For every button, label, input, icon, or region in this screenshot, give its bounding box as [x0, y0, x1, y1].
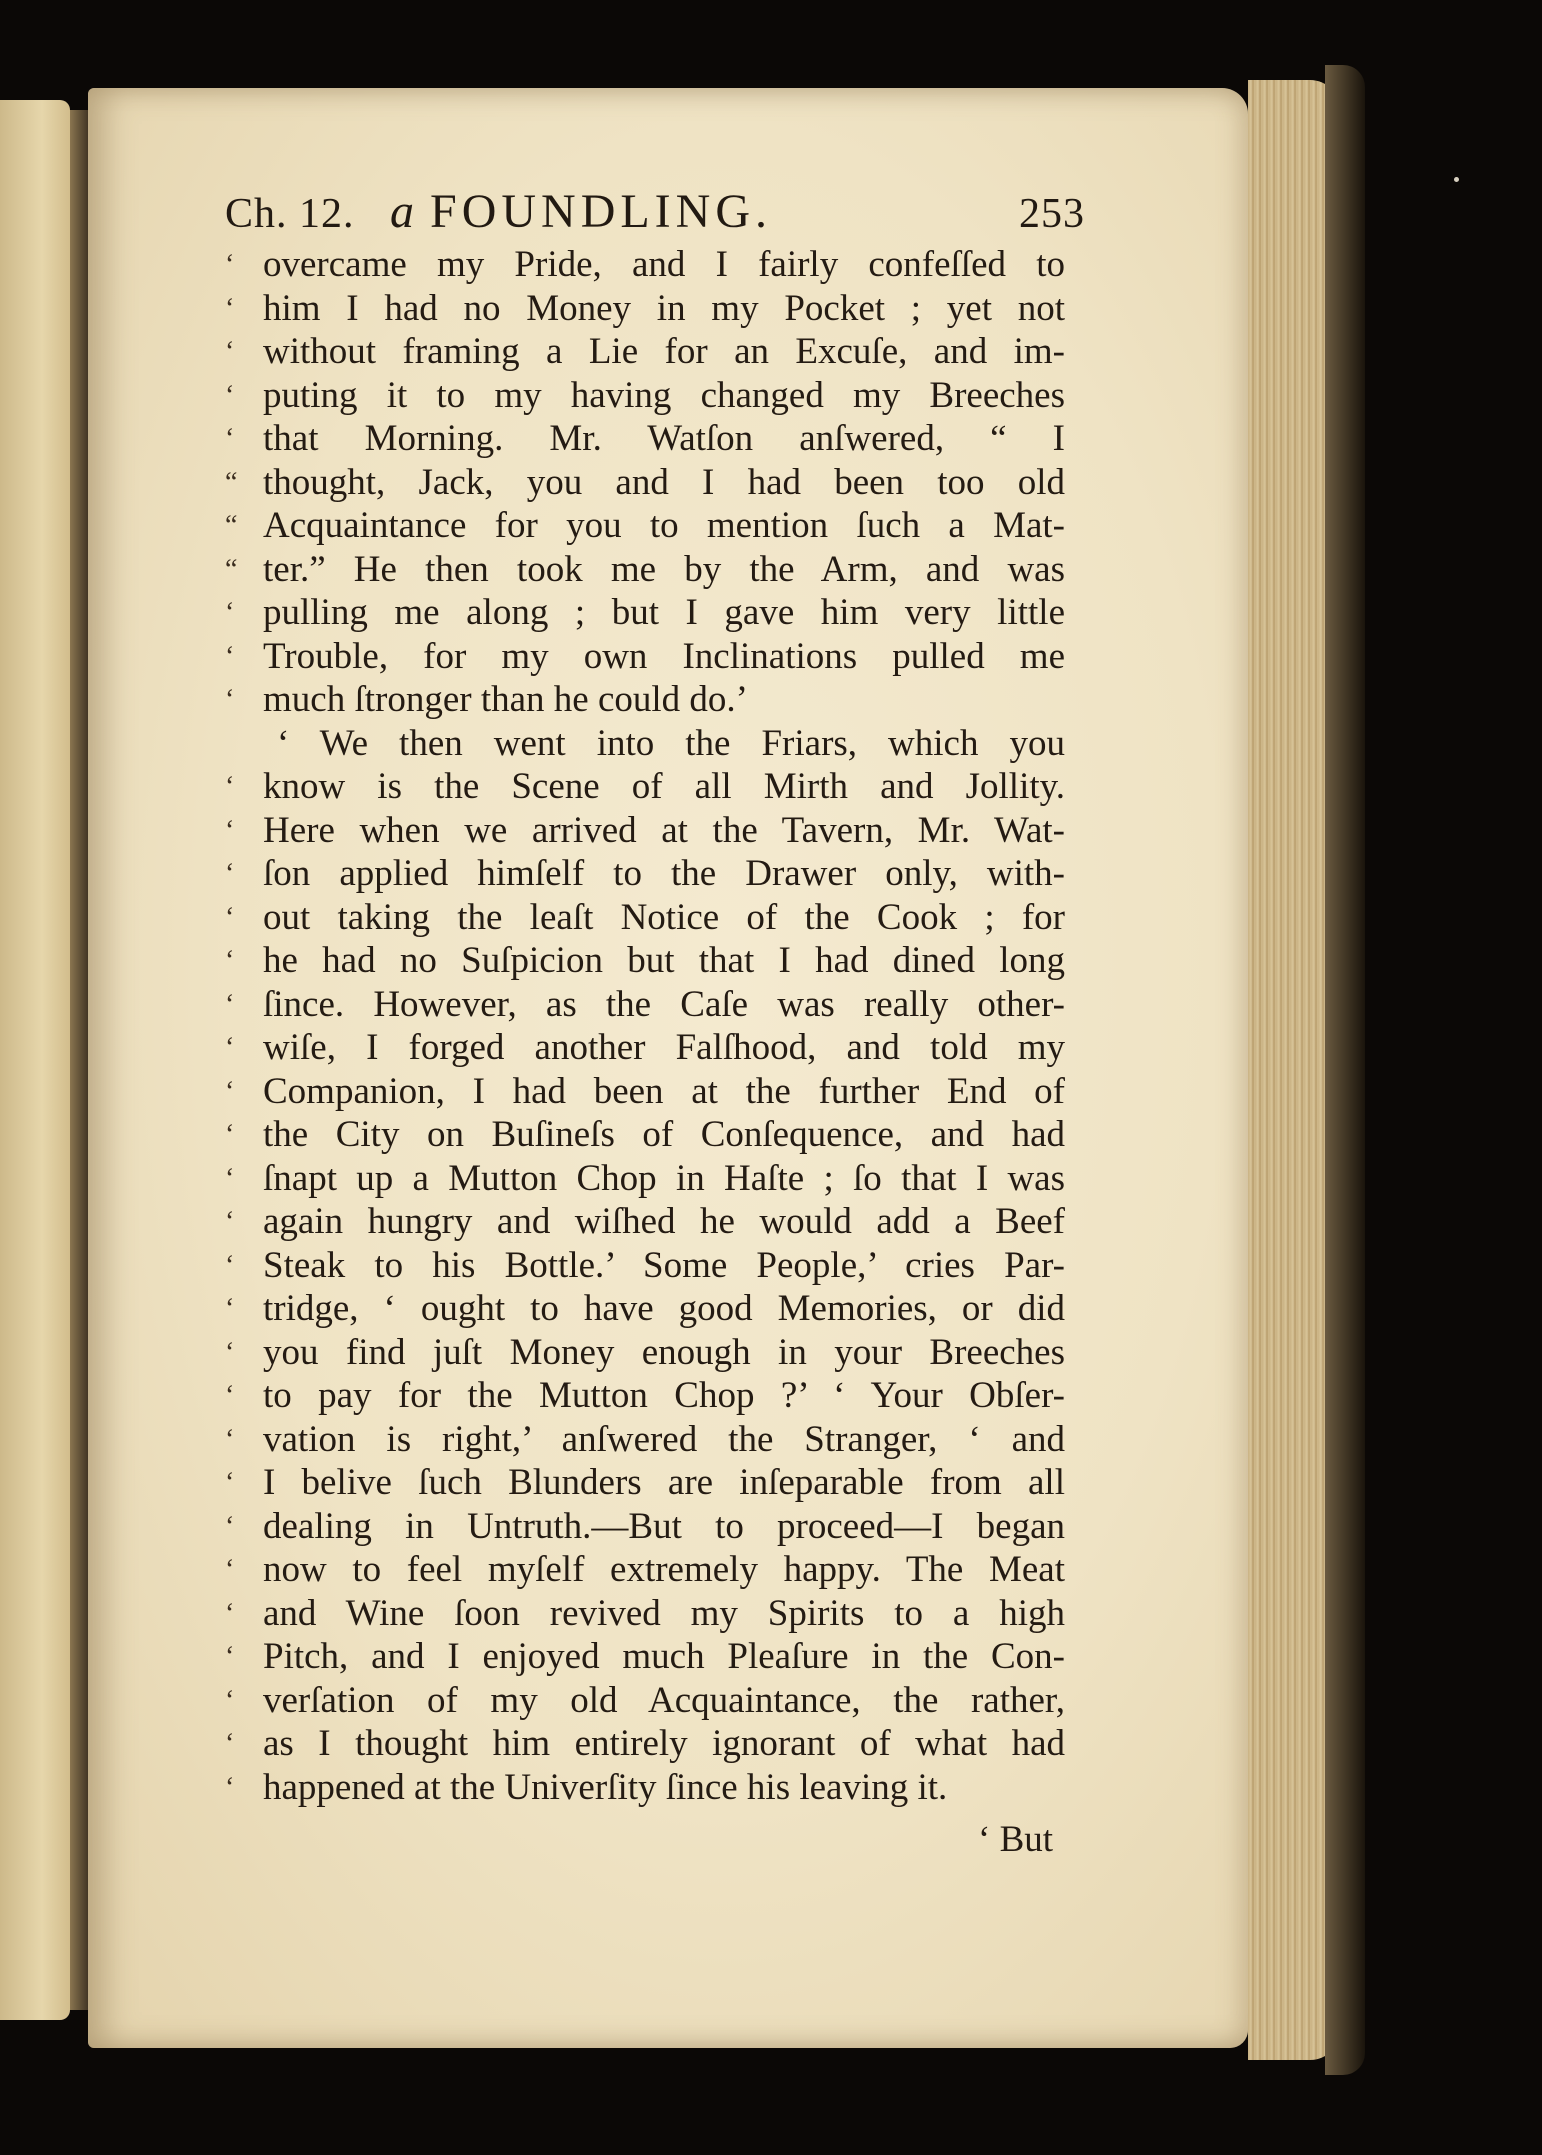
quote-mark: ‘ [225, 1510, 235, 1542]
text-line [225, 765, 1065, 809]
line-text: tridge, ‘ ought to have good Memories, or did [263, 1288, 1065, 1329]
text-line [225, 417, 1065, 461]
line-text: happened at the Univerſity ſince his leaving it. [263, 1766, 948, 1808]
line-text: Trouble, for my own Inclinations pulled me [263, 635, 1065, 677]
text-line [225, 1679, 1065, 1723]
line-text: ‘ We then went into the Friars, which you [277, 722, 1065, 764]
line-text: verſation of my old Acquaintance, the rather, [263, 1679, 1065, 1721]
quote-mark: ‘ [225, 1467, 235, 1498]
book-cover-edge [1325, 65, 1365, 2075]
quote-mark: ‘ [225, 1423, 235, 1455]
text-line [225, 896, 1065, 940]
line-text: now to feel myſelf extremely happy. The Meat [263, 1549, 1065, 1590]
quote-mark: “ [225, 510, 238, 541]
line-text: and Wine ſoon revived my Spirits to a high [263, 1592, 1065, 1634]
line-text: dealing in Untruth.—But to proceed—I began [263, 1505, 1065, 1547]
quote-mark: ‘ [225, 1380, 235, 1411]
text-line [225, 722, 1065, 766]
line-text: you find juſt Money enough in your Breeches [263, 1331, 1065, 1373]
text-line [225, 1461, 1065, 1505]
quote-mark: ‘ [225, 1684, 235, 1716]
quote-mark: ‘ [225, 1206, 235, 1237]
text-line [225, 1113, 1065, 1157]
text-line [225, 287, 1065, 331]
quote-mark: ‘ [225, 1554, 235, 1585]
text-line [225, 504, 1065, 548]
text-line [225, 635, 1065, 679]
text-line [225, 1157, 1065, 1201]
line-text: ſon applied himſelf to the Drawer only, with- [263, 853, 1065, 894]
text-line [225, 591, 1065, 635]
quote-mark: ‘ [225, 597, 235, 628]
line-text: the City on Buſineſs of Conſequence, and had [263, 1114, 1065, 1155]
previous-page-edge [0, 100, 70, 2020]
line-text: he had no Suſpicion but that I had dined long [263, 940, 1065, 981]
quote-mark: ‘ [225, 640, 235, 672]
line-text: that Morning. Mr. Watſon anſwered, “ I [263, 418, 1065, 459]
line-text: puting it to my having changed my Breeches [263, 374, 1065, 416]
text-line [225, 939, 1065, 983]
line-text: I belive ſuch Blunders are inſeparable from all [263, 1462, 1065, 1503]
quote-mark: ‘ [225, 292, 235, 324]
page-body-text [225, 243, 1065, 1809]
quote-mark: ‘ [225, 1771, 235, 1803]
text-line [225, 983, 1065, 1027]
text-line [225, 1244, 1065, 1288]
line-text: thought, Jack, you and I had been too old [263, 461, 1065, 503]
quote-mark: ‘ [225, 379, 235, 411]
quote-mark: ‘ [225, 1728, 235, 1759]
quote-mark: ‘ [225, 1075, 235, 1107]
line-text: to pay for the Mutton Chop ?’ ‘ Your Obſer- [263, 1375, 1065, 1416]
line-text: ſnapt up a Mutton Chop in Haſte ; ſo that I was [263, 1157, 1065, 1199]
text-line [225, 1287, 1065, 1331]
quote-mark: ‘ [225, 1641, 235, 1672]
text-line [225, 461, 1065, 505]
book-gutter [70, 110, 90, 2010]
quote-mark: ‘ [225, 988, 235, 1020]
text-line [225, 809, 1065, 853]
line-text: ſince. However, as the Caſe was really other- [263, 983, 1065, 1025]
quote-mark: “ [225, 553, 238, 585]
quote-mark: ‘ [225, 336, 235, 367]
line-text: Acquaintance for you to mention ſuch a Mat- [263, 505, 1065, 546]
text-line [225, 1722, 1065, 1766]
quote-mark: ‘ [225, 249, 235, 280]
line-text: Companion, I had been at the further End of [263, 1070, 1065, 1112]
text-line [225, 852, 1065, 896]
line-text: ter.” He then took me by the Arm, and was [263, 548, 1065, 590]
running-header [225, 185, 1085, 250]
line-text: him I had no Money in my Pocket ; yet not [263, 287, 1065, 329]
quote-mark: ‘ [225, 684, 235, 715]
line-text: much ſtronger than he could do.’ [263, 679, 748, 720]
quote-mark: ‘ [225, 1162, 235, 1194]
text-line [225, 1331, 1065, 1375]
line-text: Here when we arrived at the Tavern, Mr. Wat- [263, 809, 1065, 851]
quote-mark: ‘ [225, 1032, 235, 1063]
text-line [225, 1505, 1065, 1549]
text-line [225, 1200, 1065, 1244]
quote-mark: “ [225, 466, 238, 498]
text-line [225, 243, 1065, 287]
line-text: Pitch, and I enjoyed much Pleaſure in the Con- [263, 1636, 1065, 1677]
quote-mark: ‘ [225, 771, 235, 802]
text-line [225, 1070, 1065, 1114]
quote-mark: ‘ [225, 1249, 235, 1281]
quote-mark: ‘ [225, 1597, 235, 1629]
line-text: vation is right,’ anſwered the Stranger, ‘ and [263, 1418, 1065, 1460]
line-text: as I thought him entirely ignorant of what had [263, 1723, 1065, 1764]
line-text: Steak to his Bottle.’ Some People,’ cries Par- [263, 1244, 1065, 1286]
line-text: without framing a Lie for an Excuſe, and im- [263, 331, 1065, 372]
text-line [225, 1635, 1065, 1679]
line-text: wiſe, I forged another Falſhood, and told my [263, 1027, 1065, 1068]
text-line [225, 678, 1065, 722]
page-number: 253 [1019, 191, 1085, 237]
title-article: a [390, 185, 414, 238]
text-line [225, 1374, 1065, 1418]
text-line [225, 1592, 1065, 1636]
quote-mark: ‘ [225, 1119, 235, 1150]
text-line [225, 1026, 1065, 1070]
line-text: pulling me along ; but I gave him very little [263, 592, 1065, 633]
text-line [225, 1766, 1065, 1810]
quote-mark: ‘ [225, 1336, 235, 1368]
title-text: FOUNDLING. [430, 185, 772, 238]
chapter-label: Ch. 12. [225, 191, 355, 237]
quote-mark: ‘ [225, 945, 235, 976]
running-title [390, 184, 772, 239]
text-line [225, 1548, 1065, 1592]
line-text: out taking the leaſt Notice of the Cook ; for [263, 896, 1065, 938]
quote-mark: ‘ [225, 1293, 235, 1324]
quote-mark: ‘ [225, 858, 235, 889]
line-text: again hungry and wiſhed he would add a Beef [263, 1201, 1065, 1242]
catchword: ‘ But [978, 1819, 1054, 1860]
text-line [225, 374, 1065, 418]
quote-mark: ‘ [225, 423, 235, 454]
text-line [225, 1418, 1065, 1462]
dust-speck [1454, 177, 1459, 182]
quote-mark: ‘ [225, 814, 235, 846]
text-line [225, 330, 1065, 374]
line-text: know is the Scene of all Mirth and Jollity. [263, 766, 1065, 807]
quote-mark: ‘ [225, 901, 235, 933]
line-text: overcame my Pride, and I fairly confeſſed to [263, 244, 1065, 285]
text-line [225, 548, 1065, 592]
